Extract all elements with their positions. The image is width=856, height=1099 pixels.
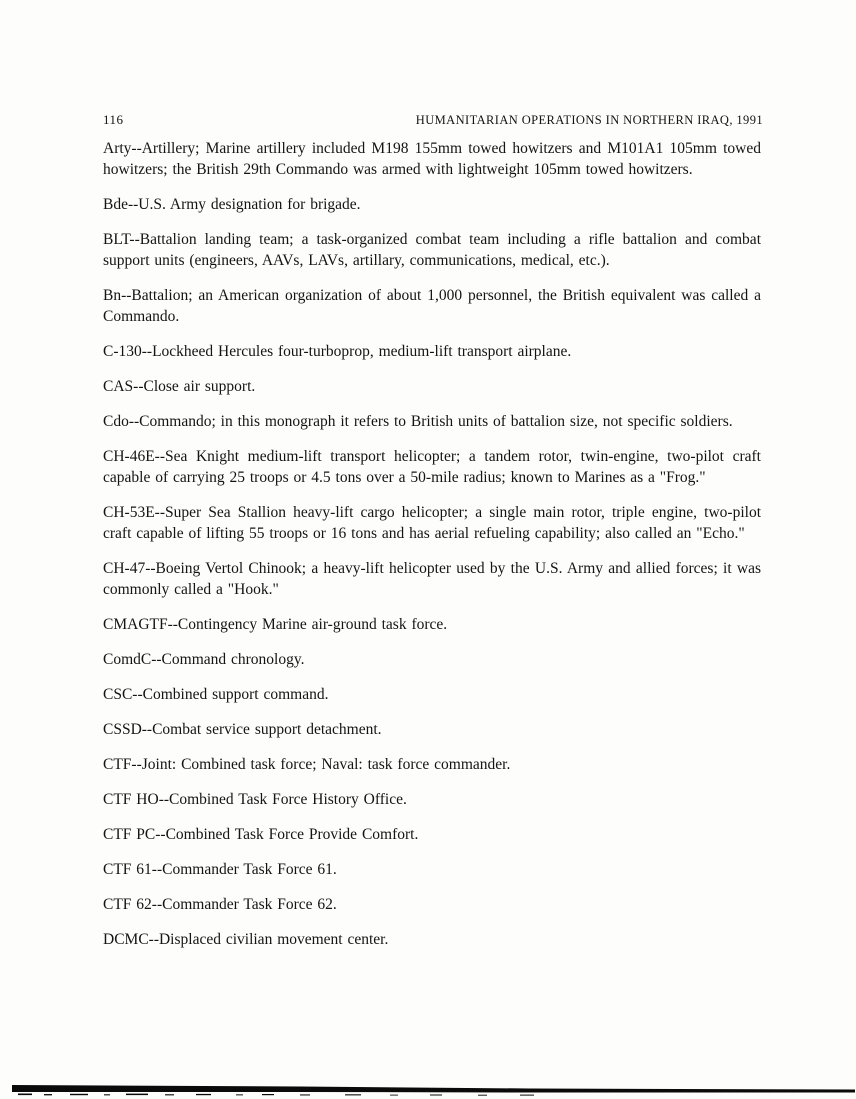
running-header-title: HUMANITARIAN OPERATIONS IN NORTHERN IRAQ, 1991 (415, 113, 763, 127)
glossary-entry: CSC--Combined support command. (103, 686, 329, 703)
glossary-entry: Bde--U.S. Army designation for brigade. (103, 196, 361, 213)
page-number: 116 (103, 112, 124, 127)
glossary-entry: C-130--Lockheed Hercules four-turboprop, medium-lift transport airplane. (103, 343, 572, 360)
glossary-entry: CH-46E--Sea Knight medium-lift transport helicopter; a tandem rotor, twin-engine, two-pilot craft capable of carrying 25 troops or 4.5 tons over a 50-mile radius; known to Marines as a "Frog." (103, 448, 761, 486)
glossary-entry: CH-47--Boeing Vertol Chinook; a heavy-lift helicopter used by the U.S. Army and allied forces; it was commonly called a "Hook." (103, 560, 761, 598)
glossary-entry: CTF PC--Combined Task Force Provide Comfort. (103, 826, 419, 843)
glossary-entry: CTF HO--Combined Task Force History Office. (103, 791, 407, 808)
glossary-entry: CTF 62--Commander Task Force 62. (103, 896, 337, 913)
glossary-entry: CSSD--Combat service support detachment. (103, 721, 382, 738)
glossary-entry: CTF--Joint: Combined task force; Naval: task force commander. (103, 756, 511, 773)
scan-artifact-bar (0, 1080, 856, 1099)
glossary-entry: Bn--Battalion; an American organization of about 1,000 personnel, the British equivalent was called a Commando. (103, 287, 761, 325)
glossary-entry: Arty--Artillery; Marine artillery included M198 155mm towed howitzers and M101A1 105mm towed howitzers; the British 29th Commando was armed with lightweight 105mm towed howitzers. (103, 140, 761, 178)
glossary-entry: CAS--Close air support. (103, 378, 256, 395)
glossary-entry: DCMC--Displaced civilian movement center. (103, 931, 389, 948)
running-head (103, 112, 763, 128)
glossary-list (103, 138, 761, 964)
glossary-entry: BLT--Battalion landing team; a task-organized combat team including a rifle battalion and combat support units (engineers, AAVs, LAVs, artillary, communications, medical, etc.). (103, 231, 761, 269)
glossary-entry: CH-53E--Super Sea Stallion heavy-lift cargo helicopter; a single main rotor, triple engine, two-pilot craft capable of lifting 55 troops or 16 tons and has aerial refueling capability; also called an "Echo." (103, 504, 761, 542)
glossary-entry: Cdo--Commando; in this monograph it refers to British units of battalion size, not specific soldiers. (103, 413, 733, 430)
glossary-entry: CMAGTF--Contingency Marine air-ground task force. (103, 616, 448, 633)
glossary-entry: CTF 61--Commander Task Force 61. (103, 861, 337, 878)
glossary-entry: ComdC--Command chronology. (103, 651, 305, 668)
